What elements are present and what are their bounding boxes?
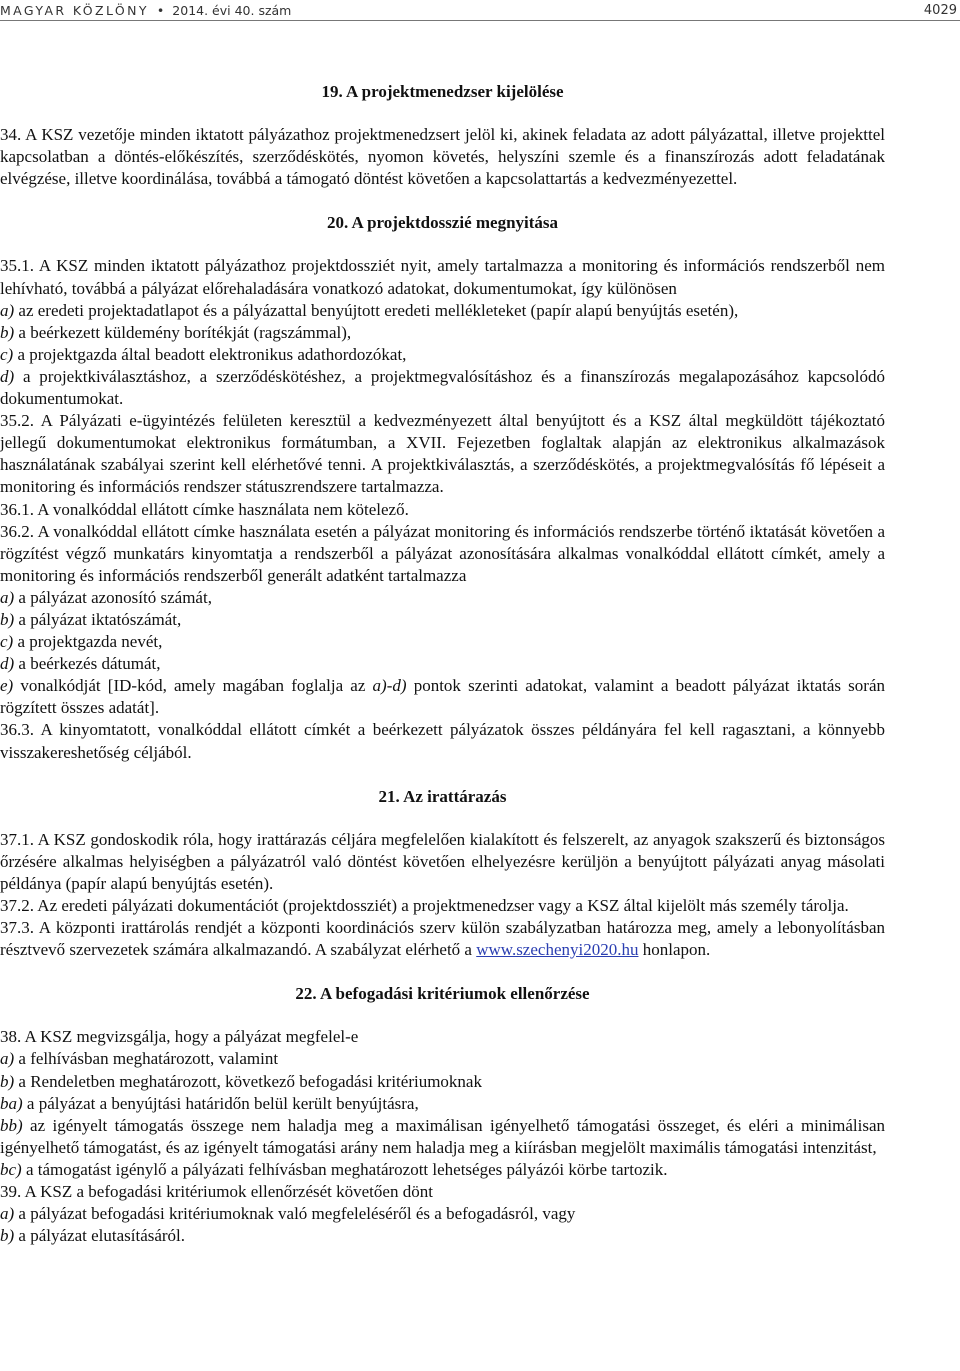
item-label: b) bbox=[0, 609, 15, 629]
page-number: 4029 bbox=[923, 3, 957, 18]
item-label: d) bbox=[0, 366, 15, 386]
item-text: a projektgazda által beadott elektronikus adathordozókat, bbox=[13, 344, 407, 364]
list-item-d bbox=[0, 653, 885, 675]
item-text: a pályázat azonosító számát, bbox=[14, 587, 212, 607]
spacer bbox=[0, 1005, 885, 1026]
running-title bbox=[0, 3, 291, 18]
item-reference: a)-d) bbox=[372, 676, 407, 696]
list-item-bc bbox=[0, 1159, 885, 1181]
list-item-d bbox=[0, 366, 885, 410]
item-label: ba) bbox=[0, 1093, 23, 1113]
list-item-ba bbox=[0, 1093, 885, 1115]
issue-label: 2014. évi 40. szám bbox=[172, 3, 292, 18]
paragraph-35-2: 35.2. A Pályázati e-ügyintézés felületen keresztül a kedvezményezett által benyújtott és a KSZ által megküldött tájékoztató jellegű dokumentumokat elektronikus formátumban, a XVII. Fejezetben foglaltak alapján az elektronikus alkalmazások használatának szabályai szerint kell elérhetővé tenni. A projektkiválasztás, a szerződéskötés, a projektmegvalósítás fő lépéseit a monitoring és információs rendszer státuszrendszere tartalmazza. bbox=[0, 411, 885, 497]
list-item-a bbox=[0, 1048, 885, 1070]
item-label: b) bbox=[0, 322, 15, 342]
list-item-bb bbox=[0, 1115, 885, 1159]
item-text: a támogatást igénylő a pályázati felhívásban meghatározott lehetséges pályázói körbe tartozik. bbox=[21, 1159, 668, 1179]
item-text: az eredeti projektadatlapot és a pályázattal benyújtott eredeti mellékleteket (papír alapú benyújtás esetén), bbox=[14, 300, 739, 320]
section-21-title: 21. Az irattárazás bbox=[378, 786, 507, 806]
item-text: a pályázat iktatószámát, bbox=[14, 609, 182, 629]
paragraph-36-1: 36.1. A vonalkóddal ellátott címke használata nem kötelező. bbox=[0, 499, 409, 519]
item-label: bc) bbox=[0, 1159, 22, 1179]
list-item-c bbox=[0, 631, 885, 653]
website-link[interactable]: www.szechenyi2020.hu bbox=[476, 940, 639, 960]
spacer bbox=[0, 234, 885, 255]
paragraph-34: 34. A KSZ vezetője minden iktatott pályázathoz projektmenedzsert jelöl ki, akinek feladata az adott pályázattal, illetve projekttel kapcsolatban a döntés-előkészítés, szerződéskötés, nyomon követés, helyszíni szemle és a finanszírozás adott feladatának elvégzése, illetve koordinálása, továbbá a támogató döntést követően a kapcsolattartás a kedvezményezettel. bbox=[0, 125, 885, 189]
section-19-title: 19. A projektmenedzser kijelölése bbox=[321, 82, 564, 101]
separator-dot: • bbox=[156, 3, 165, 18]
item-text: a Rendeletben meghatározott, következő befogadási kritériumoknak bbox=[14, 1071, 482, 1091]
item-text: az igényelt támogatás összege nem haladja meg a maximálisan igényelhető támogatási összeget, és eléri a minimálisan igényelhető támogatást, és az igényelt támogatási arány nem haladja meg a kiírásban megjelölt maximális támogatási intenzitást, bbox=[0, 1115, 885, 1157]
item-text: a pályázat befogadási kritériumoknak való megfeleléséről és a befogadásról, vagy bbox=[14, 1204, 576, 1224]
section-22-title: 22. A befogadási kritériumok ellenőrzése bbox=[295, 984, 590, 1004]
list-item-a bbox=[0, 300, 885, 322]
item-text: pontok szerinti adatokat, valamint a beadott pályázat iktatás során rögzített összes adatát]. bbox=[0, 676, 885, 718]
paragraph-37-3 bbox=[0, 917, 885, 961]
item-label: c) bbox=[0, 632, 14, 652]
spacer bbox=[0, 190, 885, 212]
list-item-c bbox=[0, 344, 885, 366]
item-label: a) bbox=[0, 1049, 15, 1069]
list-item-b bbox=[0, 1225, 885, 1247]
item-text: vonalkódját [ID-kód, amely magában foglalja az bbox=[13, 676, 373, 696]
item-label: d) bbox=[0, 654, 15, 674]
item-label: c) bbox=[0, 344, 14, 364]
list-item-b bbox=[0, 1071, 885, 1093]
item-text: a pályázat a benyújtási határidőn belül került benyújtásra, bbox=[22, 1093, 419, 1113]
section-20-title: 20. A projektdosszié megnyitása bbox=[326, 213, 559, 233]
spacer bbox=[0, 808, 885, 829]
spacer bbox=[0, 764, 885, 786]
item-text: a projektkiválasztáshoz, a szerződéskötéshez, a projektmegvalósításhoz és a finanszírozás megalapozásához kapcsolódó dokumentumokat. bbox=[0, 366, 885, 409]
item-label: e) bbox=[0, 676, 14, 696]
list-item-b bbox=[0, 609, 885, 631]
paragraph-38: 38. A KSZ megvizsgálja, hogy a pályázat megfelel-e bbox=[0, 1027, 359, 1047]
item-text: a pályázat elutasításáról. bbox=[14, 1226, 186, 1246]
publication-name: MAGYAR KÖZLÖNY bbox=[0, 3, 149, 18]
item-label: b) bbox=[0, 1226, 15, 1246]
item-text: a beérkezett küldemény borítékját (ragszámmal), bbox=[14, 322, 352, 342]
item-label: a) bbox=[0, 587, 15, 607]
document-body bbox=[0, 81, 885, 1247]
list-item-a bbox=[0, 587, 885, 609]
item-text: a projektgazda nevét, bbox=[13, 632, 163, 652]
item-label: a) bbox=[0, 300, 15, 320]
item-text: a felhívásban meghatározott, valamint bbox=[14, 1049, 279, 1069]
item-label: a) bbox=[0, 1204, 15, 1224]
item-label: b) bbox=[0, 1071, 15, 1091]
list-item-a bbox=[0, 1203, 885, 1225]
paragraph-text: 37.3. A központi irattárolás rendjét a központi koordinációs szerv külön szabályzatban határozza meg, amely a lebonyolításban résztvevő szervezetek számára alkalmazandó. A szabályzat elérhető a bbox=[0, 918, 885, 960]
paragraph-36-2: 36.2. A vonalkóddal ellátott címke használata esetén a pályázat monitoring és információs rendszerbe történő iktatását követően a rögzítést végző munkatárs kinyomtatja a rendszerből a pályázat azonosítására alkalmas vonalkóddal ellátott címkét, amely a monitoring és információs rendszerből generált adatként tartalmazza bbox=[0, 521, 885, 585]
spacer bbox=[0, 961, 885, 983]
paragraph-36-3: 36.3. A kinyomtatott, vonalkóddal ellátott címkét a beérkezett pályázatok összes példányára fel kell ragasztani, a könnyebb visszakereshetőség céljából. bbox=[0, 720, 885, 762]
paragraph-text: honlapon. bbox=[638, 940, 711, 960]
paragraph-35-1: 35.1. A KSZ minden iktatott pályázathoz projektdossziét nyit, amely tartalmazza a monitoring és információs rendszerből nem lehívható, továbbá a pályázat előrehaladására vonatkozó adatokat, dokumentumokat, így különösen bbox=[0, 256, 885, 298]
paragraph-37-1: 37.1. A KSZ gondoskodik róla, hogy irattárazás céljára megfelelően kialakított és felszerelt, az anyagok szakszerű és biztonságos őrzésére alkalmas helyiségben a pályázatról való döntést követően elhelyezésre kerüljön a benyújtott pályázati anyag másolati példánya (papír alapú benyújtás esetén). bbox=[0, 829, 885, 893]
item-text: a beérkezés dátumát, bbox=[14, 654, 161, 674]
spacer bbox=[0, 103, 885, 124]
header-rule bbox=[0, 20, 960, 21]
list-item-e bbox=[0, 675, 885, 719]
item-label: bb) bbox=[0, 1115, 23, 1135]
page-header bbox=[0, 0, 960, 22]
paragraph-37-2: 37.2. Az eredeti pályázati dokumentációt (projektdossziét) a projektmenedzser vagy a KSZ által kijelölt más személy tárolja. bbox=[0, 896, 849, 915]
paragraph-39: 39. A KSZ a befogadási kritériumok ellenőrzését követően dönt bbox=[0, 1182, 433, 1202]
list-item-b bbox=[0, 322, 885, 344]
